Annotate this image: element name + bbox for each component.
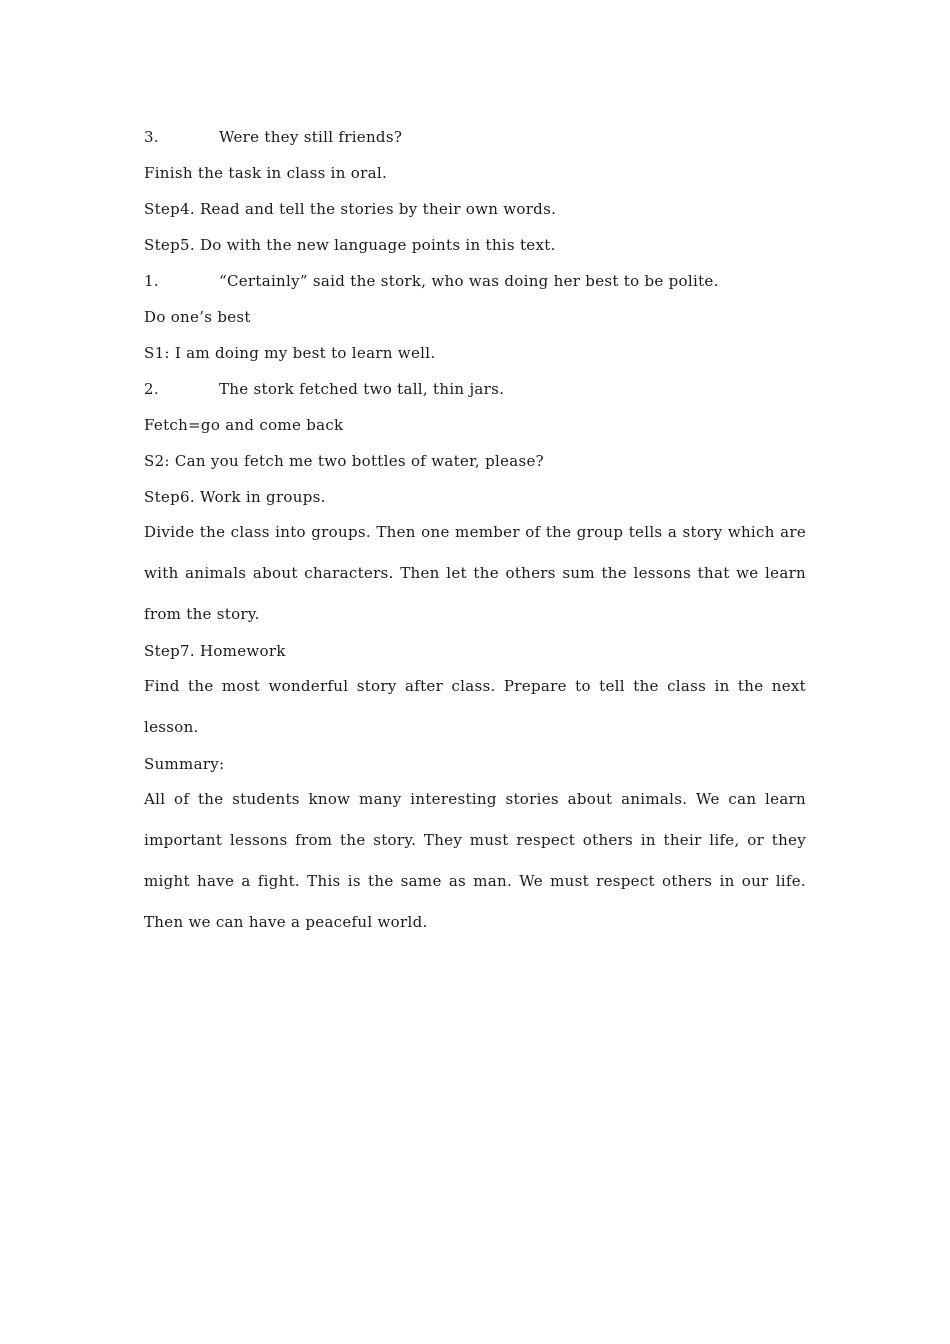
question-3-number: 3. (144, 128, 159, 146)
step4-line: Step4. Read and tell the stories by their own words. (144, 200, 557, 218)
s1-example-line: S1: I am doing my best to learn well. (144, 344, 436, 362)
do-ones-best-line: Do one’s best (144, 308, 251, 326)
step5-line: Step5. Do with the new language points in this text. (144, 236, 556, 254)
homework-paragraph: Find the most wonderful story after class. Prepare to tell the class in the next lesson. (144, 677, 806, 736)
point-1 (144, 271, 719, 291)
point-2-text: The stork fetched two tall, thin jars. (219, 380, 505, 398)
point-2 (144, 379, 504, 399)
point-1-text: “Certainly” said the stork, who was doing her best to be polite. (219, 272, 719, 290)
summary-label: Summary: (144, 755, 225, 773)
s2-example-line: S2: Can you fetch me two bottles of water, please? (144, 452, 545, 470)
question-3-text: Were they still friends? (219, 128, 403, 146)
step7-line: Step7. Homework (144, 642, 286, 660)
point-2-number: 2. (144, 380, 159, 398)
question-3 (144, 127, 402, 147)
point-1-number: 1. (144, 272, 159, 290)
finish-task-line: Finish the task in class in oral. (144, 164, 388, 182)
fetch-definition-line: Fetch=go and come back (144, 416, 344, 434)
step6-line: Step6. Work in groups. (144, 488, 326, 506)
divide-groups-paragraph: Divide the class into groups. Then one member of the group tells a story which are with animals about characters. Then let the others sum the lessons that we learn from the story. (144, 523, 806, 623)
summary-paragraph: All of the students know many interesting stories about animals. We can learn important lessons from the story. They must respect others in their life, or they might have a fight. This is the same as man. We must respect others in our life. Then we can have a peaceful world. (144, 790, 806, 931)
